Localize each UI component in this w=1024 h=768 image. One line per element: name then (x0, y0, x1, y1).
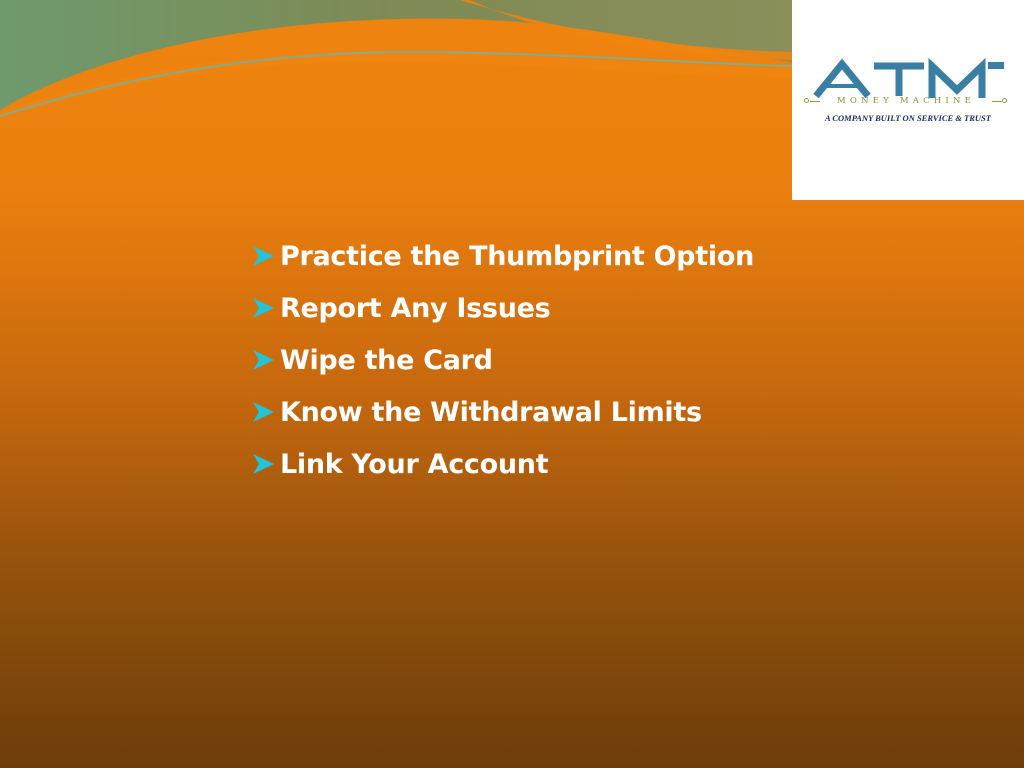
bullet-item (250, 334, 754, 386)
logo-tagline: A COMPANY BUILT ON SERVICE & TRUST (825, 113, 991, 123)
bullet-label: Report Any Issues (280, 292, 551, 324)
bullet-label: Wipe the Card (280, 344, 493, 376)
arrowhead-bullet-icon (250, 243, 276, 269)
bullet-label: Link Your Account (280, 448, 549, 480)
arrowhead-bullet-icon (250, 295, 276, 321)
logo-dot-left (804, 98, 809, 103)
arrowhead-bullet-icon (250, 347, 276, 373)
arrowhead-bullet-icon (250, 399, 276, 425)
bullet-item (250, 230, 754, 282)
bullet-item (250, 282, 754, 334)
logo-rule-right (992, 101, 1002, 102)
bullet-item (250, 438, 754, 490)
bullet-item (250, 386, 754, 438)
logo-subtitle: MONEY MACHINE (837, 96, 975, 106)
decorative-waves (0, 0, 792, 120)
logo-dot-right (1002, 98, 1007, 103)
arrowhead-bullet-icon (250, 451, 276, 477)
bullet-list (250, 230, 754, 490)
bullet-label: Practice the Thumbprint Option (280, 240, 755, 272)
bullet-label: Know the Withdrawal Limits (280, 396, 702, 428)
atm-logo-icon (812, 58, 1008, 98)
company-logo (792, 0, 1024, 200)
